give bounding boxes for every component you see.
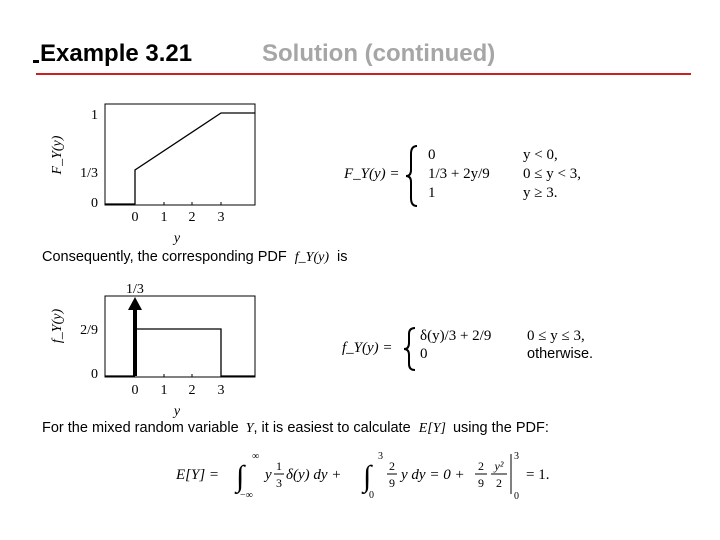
pdf-ytick-2-9: 2/9: [80, 323, 98, 338]
pdf-ytick-0: 0: [91, 367, 98, 382]
cdf-curve: [135, 113, 255, 204]
pdf-formula-brace: [402, 326, 418, 372]
frac4-den: 2: [496, 476, 502, 490]
pdf-case-1-cond: 0 ≤ y ≤ 3,: [527, 328, 585, 344]
int1-upper: ∞: [252, 451, 260, 462]
pdf-xtick-1: 1: [160, 383, 168, 398]
integral-sign-1: ∫: [236, 460, 245, 493]
cdf-plot-frame: [105, 104, 255, 205]
title-bullet: [33, 60, 39, 63]
pdf-density: [135, 329, 255, 376]
pdf-xlabel: y: [173, 404, 181, 418]
cdf-xtick-3: 3: [217, 210, 225, 225]
int2-tail: y dy = 0 +: [401, 467, 465, 483]
pdf-xtick-2: 2: [188, 383, 196, 398]
int1-body: y: [265, 467, 272, 483]
pdf-symbol: f_Y(y): [294, 250, 330, 265]
pdf-ylabel: f_Y(y): [50, 308, 65, 344]
pdf-xtick-3: 3: [217, 383, 225, 398]
cdf-xlabel: y: [173, 231, 181, 246]
slide-title: Example 3.21: [40, 40, 193, 67]
mixed-variable-text: For the mixed random variable Y, it is easiest to calculate E[Y] using the PDF:: [42, 420, 549, 436]
cdf-xtick-1: 1: [160, 210, 168, 225]
title-divider: [36, 73, 691, 75]
slide-subtitle: Solution (continued): [262, 40, 496, 67]
cdf-xtick-2: 2: [188, 210, 196, 225]
cdf-ylabel: F_Y(y): [50, 135, 65, 175]
int2-frac-num: 2: [389, 459, 395, 473]
consequently-text: Consequently, the corresponding PDF f_Y(y) is: [42, 249, 348, 265]
expectation-equation: [172, 446, 572, 504]
pdf-case-2-expr: 0: [420, 346, 428, 362]
eq-result: = 1.: [526, 467, 550, 483]
cdf-ytick-1: 1: [91, 108, 98, 123]
pdf-case-1-expr: δ(y)/3 + 2/9: [420, 328, 492, 344]
cdf-formula-lhs: F_Y(y) =: [344, 166, 400, 182]
cdf-formula-brace: [404, 144, 420, 208]
int1-frac-num: 1: [276, 459, 282, 473]
frac3-num: 2: [478, 459, 484, 473]
cdf-case-1-expr: 0: [428, 147, 436, 163]
pdf-impulse-arrowhead: [128, 297, 142, 310]
int1-frac-den: 3: [276, 476, 282, 490]
cdf-case-2-cond: 0 ≤ y < 3,: [523, 166, 581, 182]
integral-sign-2: ∫: [363, 460, 372, 493]
pdf-plot: [40, 278, 260, 418]
frac4-num: y²: [494, 459, 504, 473]
int2-frac-den: 9: [389, 476, 395, 490]
cdf-case-1-cond: y < 0,: [523, 147, 558, 163]
cdf-plot: [40, 100, 260, 250]
int1-tail: δ(y) dy +: [286, 467, 342, 483]
cdf-xtick-0: 0: [131, 210, 139, 225]
eval-upper: 3: [514, 451, 519, 462]
cdf-ytick-0: 0: [91, 196, 98, 211]
int1-lower: −∞: [240, 490, 253, 501]
frac3-den: 9: [478, 476, 484, 490]
cdf-case-2-expr: 1/3 + 2y/9: [428, 166, 490, 182]
pdf-impulse-label: 1/3: [126, 282, 144, 297]
cdf-case-3-cond: y ≥ 3.: [523, 185, 558, 201]
int2-lower: 0: [369, 490, 374, 501]
pdf-plot-frame: [105, 296, 255, 377]
cdf-ytick-1-3: 1/3: [80, 166, 98, 181]
eval-lower: 0: [514, 491, 519, 502]
int2-upper: 3: [378, 451, 383, 462]
pdf-xtick-0: 0: [131, 383, 139, 398]
cdf-case-3-expr: 1: [428, 185, 436, 201]
pdf-case-2-cond: otherwise.: [527, 346, 594, 362]
pdf-formula-lhs: f_Y(y) =: [342, 340, 393, 356]
eq-lhs: E[Y] =: [176, 467, 220, 483]
